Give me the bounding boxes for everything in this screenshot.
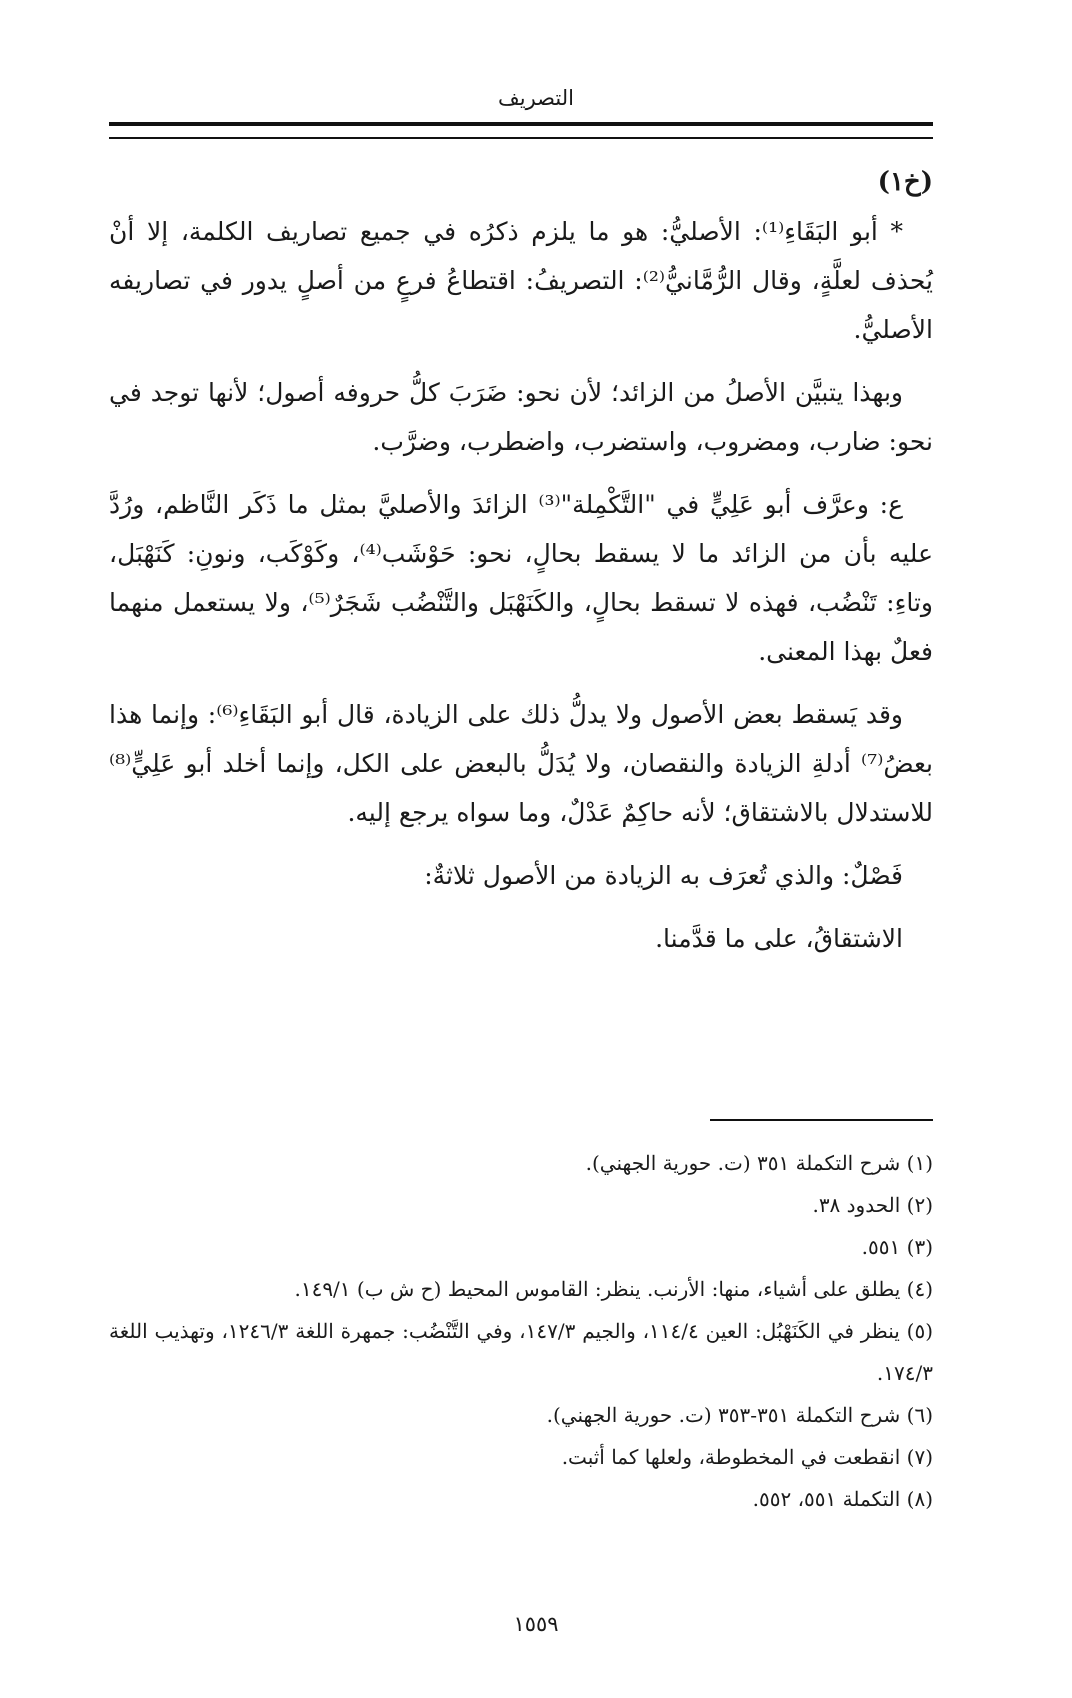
paragraph-4: وقد يَسقط بعض الأصول ولا يدلُّ ذلك على الزيادة، قال أبو البَقَاءِ⁽⁶⁾: وإنما هذا بعضُ⁽⁷⁾ أدلةِ الزيادة والنقصان، ولا يُدَلُّ بالبعض على الكل، وإنما أخلد أبو عَلِيٍّ⁽⁸⁾ للاستدلال بالاشتقاق؛ لأنه حاكِمٌ عَدْلٌ، وما سواه يرجع إليه. (109, 700, 933, 827)
footnote-1: (١) شرح التكملة ٣٥١ (ت. حورية الجهني). (585, 1151, 933, 1175)
header-rule-thick (109, 122, 933, 126)
footnote-7: (٧) انقطعت في المخطوطة، ولعلها كما أثبت. (561, 1445, 933, 1469)
footnotes (109, 1142, 933, 1520)
footnote-3: (٣) ٥٥١. (861, 1235, 933, 1259)
header-rule-thin (109, 137, 933, 139)
paragraph-5: فَصْلٌ: والذي تُعرَف به الزيادة من الأصول ثلاثةٌ: (424, 861, 903, 890)
footnote-5: (٥) ينظر في الكَنَهْبُل: العين ١١٤/٤، والجيم ١٤٧/٣، وفي التَّنْضُب: جمهرة اللغة ١٢٤٦/٣، وتهذيب اللغة ١٧٤/٣. (109, 1319, 934, 1385)
footnote-8: (٨) التكملة ٥٥١، ٥٥٢. (752, 1487, 933, 1511)
paragraph-6: الاشتقاقُ، على ما قدَّمنا. (655, 924, 903, 953)
paragraph-2: وبهذا يتبيَّن الأصلُ من الزائد؛ لأن نحو: ضَرَبَ كلُّ حروفه أصول؛ لأنها توجد في نحو: ضارب، ومضروب، واستضرب، واضطرب، وضرَّب. (109, 378, 933, 456)
section-mark: (خ١) (877, 167, 933, 197)
footnote-6: (٦) شرح التكملة ٣٥١-٣٥٣ (ت. حورية الجهني). (546, 1403, 933, 1427)
footnote-2: (٢) الحدود ٣٨. (812, 1193, 933, 1217)
footnote-separator (710, 1119, 933, 1121)
running-title: التصريف (498, 86, 574, 110)
page-number: ١٥٥٩ (513, 1612, 559, 1636)
paragraph-1: * أبو البَقَاءِ⁽¹⁾: الأصليُّ: هو ما يلزم ذكرُه في جميع تصاريف الكلمة، إلا أنْ يُحذف لعلَّةٍ، وقال الرُّمَّانيُّ⁽²⁾: التصريفُ: اقتطاعُ فرعٍ من أصلٍ يدور في تصاريفه الأصليُّ. (109, 217, 933, 344)
paragraph-3: ع: وعرَّف أبو عَلِيٍّ في "التَّكْمِلة"⁽³⁾ الزائدَ والأصليَّ بمثل ما ذَكَر النَّاظم، ورُدَّ عليه بأن من الزائد ما لا يسقط بحالٍ، نحو: حَوْشَب⁽⁴⁾، وكَوْكَب، ونونِ: كَنَهْبَل، وتاءِ: تَنْضُب، فهذه لا تسقط بحالٍ، والكَنَهْبَل والتَّنْضُب شَجَرٌ⁽⁵⁾، ولا يستعمل منهما فعلٌ بهذا المعنى. (109, 490, 933, 666)
main-text (109, 158, 933, 973)
footnote-4: (٤) يطلق على أشياء، منها: الأرنب. ينظر: القاموس المحيط (ح ش ب) ١٤٩/١. (294, 1277, 933, 1301)
